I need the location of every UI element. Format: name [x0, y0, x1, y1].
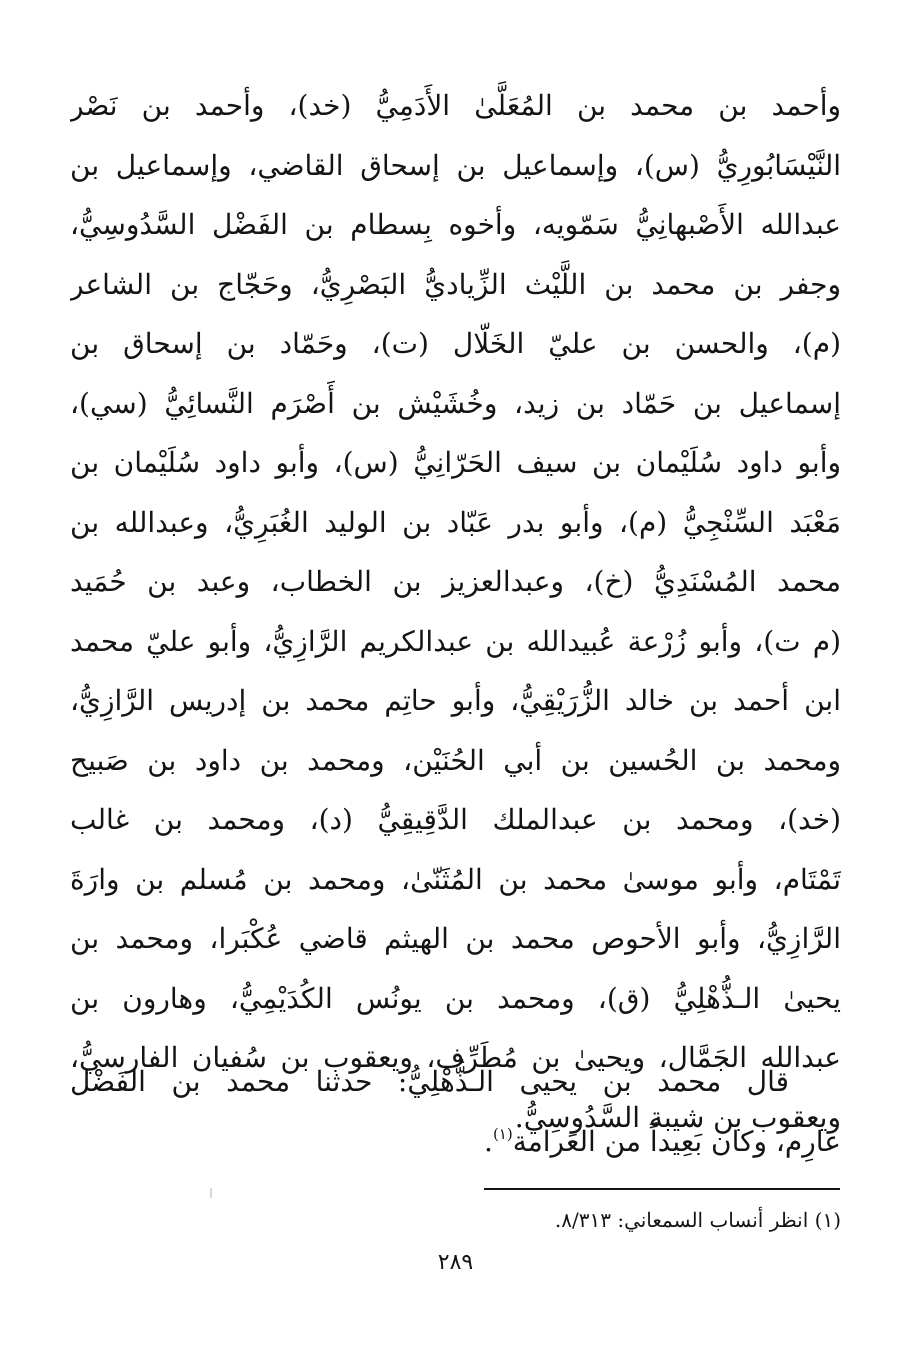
- para2-line-1: قال محمد بن يحيى الـذُّهْلِيُّ: حدثنا محمد بن الفَضْل: [70, 1065, 789, 1098]
- footnote-separator: [484, 1188, 840, 1190]
- para2-period: .: [484, 1124, 493, 1158]
- text-line-8: مَعْبَد السِّنْجِيُّ (م)، وأبو بدر عَبّاد بن الوليد الغُبَرِيُّ، وعبدالله بن: [70, 505, 841, 539]
- text-line-13: (خد)، ومحمد بن عبدالملك الدَّقِيقِيُّ (د)، ومحمد بن غالب: [70, 803, 841, 836]
- text-line-9: محمد المُسْنَدِيُّ (خ)، وعبدالعزيز بن الخطاب، وعبد بن حُمَيد: [70, 565, 841, 598]
- page-number: ٢٨٩: [437, 1250, 474, 1275]
- text-line-4: وجفر بن محمد بن اللَّيْث الزِّياديُّ البَصْرِيُّ، وحَجّاج بن الشاعر: [70, 267, 841, 301]
- main-paragraph: [70, 76, 841, 1147]
- text-line-6: إسماعيل بن حَمّاد بن زيد، وخُشَيْش بن أَصْرَم النَّسائِيُّ (سي)،: [70, 386, 841, 420]
- text-line-18: ويعقوب بن شيبة السَّدُوسِيُّ.: [514, 1100, 841, 1134]
- text-line-16: يحيىٰ الـذُّهْلِيُّ (ق)، ومحمد بن يونُس الكُدَيْمِيُّ، وهارون بن: [70, 981, 841, 1015]
- text-line-3: عبدالله الأَصْبهانِيُّ سَمّويه، وأخوه بِسطام بن الفَضْل السَّدُوسِيُّ،: [70, 208, 841, 241]
- text-line-15: الرَّازِيُّ، وأبو الأحوص محمد بن الهيثم قاضي عُكْبَرا، ومحمد بن: [70, 922, 841, 955]
- text-line-5: (م)، والحسن بن عليّ الخَلّال (ت)، وحَمّاد بن إسحاق بن: [70, 327, 841, 360]
- footnote-marker[interactable]: (١): [492, 1124, 513, 1143]
- para2-line-2: [70, 1112, 841, 1172]
- text-line-1: وأحمد بن محمد بن المُعَلَّىٰ الأَدَمِيُّ (خد)، وأحمد بن نَصْر: [70, 89, 841, 122]
- text-line-11: ابن أحمد بن خالد الزُّرَيْقِيُّ، وأبو حاتِم محمد بن إدريس الرَّازِيُّ،: [70, 684, 841, 717]
- footnote: (١) انظر أنساب السمعاني: ٨/٣١٣.: [554, 1208, 841, 1232]
- para2-line-2-text: عارِم، وكان بَعِيداً من العَرامة: [512, 1124, 841, 1158]
- text-line-12: ومحمد بن الحُسين بن أبي الحُنَيْن، ومحمد بن داود بن صَبيح: [70, 743, 841, 777]
- text-line-2: النَّيْسَابُورِيُّ (س)، وإسماعيل بن إسحاق القاضي، وإسماعيل بن: [70, 148, 841, 182]
- scan-speck: [210, 1188, 212, 1198]
- text-line-10: (م ت)، وأبو زُرْعة عُبيدالله بن عبدالكريم الرَّازِيُّ، وأبو عليّ محمد: [70, 624, 841, 658]
- text-line-14: تَمْتَام، وأبو موسىٰ محمد بن المُثَنّىٰ، ومحمد بن مُسلم بن وارَةَ: [70, 862, 841, 896]
- text-line-7: وأبو داود سُلَيْمان بن سيف الحَرّانِيُّ (س)، وأبو داود سُلَيْمان بن: [70, 446, 841, 479]
- second-paragraph: [70, 1052, 841, 1171]
- text-line-17: عبدالله الجَمَّال، ويحيىٰ بن مُطَرِّف، ويعقوب بن سُفيان الفارسيُّ،: [70, 1041, 841, 1074]
